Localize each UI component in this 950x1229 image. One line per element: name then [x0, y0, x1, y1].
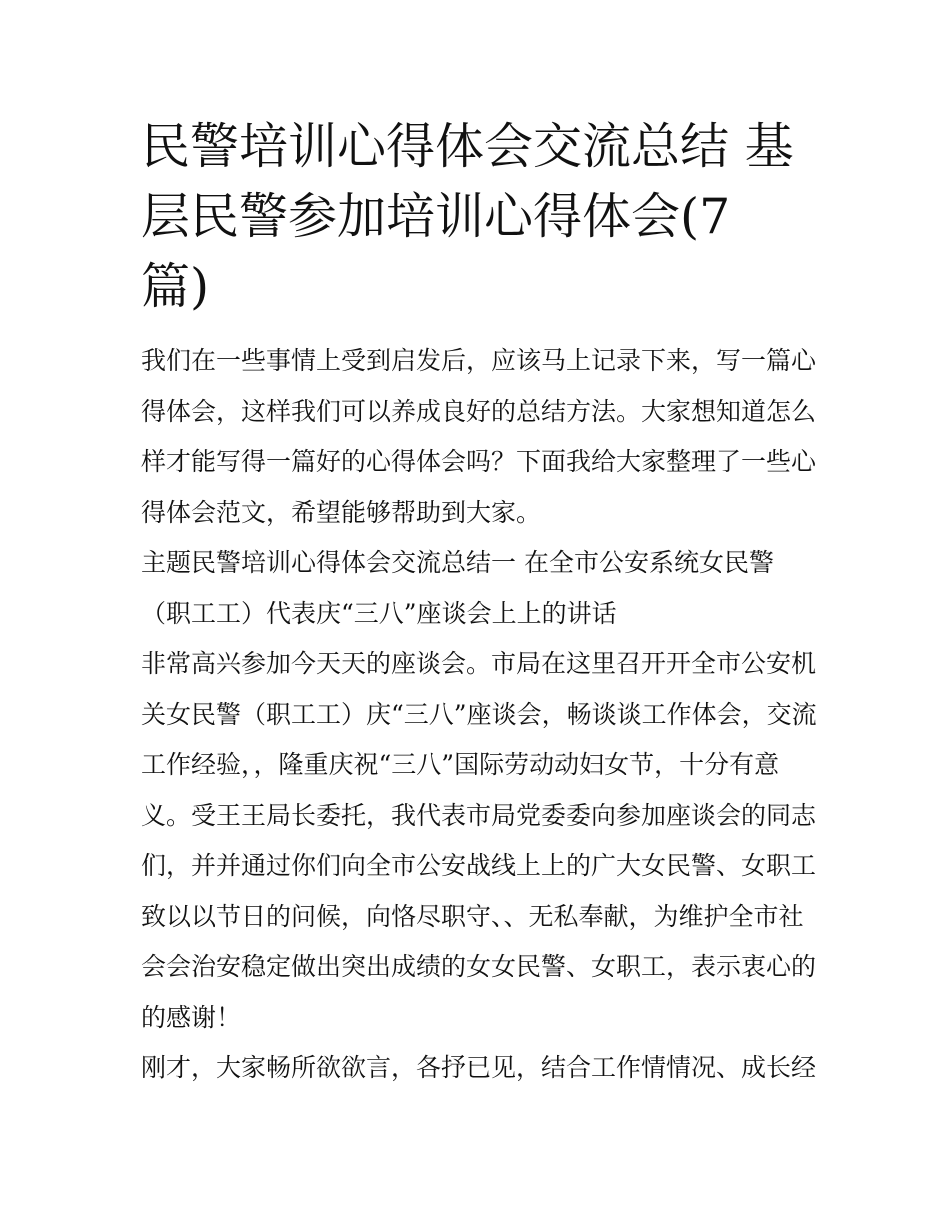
intro-paragraph-line: 得体会，这样我们可以养成良好的总结方法。大家想知道怎么 — [141, 396, 817, 426]
document-title — [141, 112, 813, 322]
intro-paragraph-line: 得体会范文，希望能够帮助到大家。 — [141, 497, 542, 527]
speech-paragraph-line: 们，并并通过你们向全市公安战线上上的广大女民警、女职工 — [141, 851, 817, 880]
intro-paragraph-line: 样才能写得一篇好的心得体会吗？下面我给大家整理了一些心 — [141, 447, 817, 476]
speech-paragraph-line: 的感谢！ — [141, 1002, 242, 1032]
section-heading-line: 主题民警培训心得体会交流总结一 在全市公安系统女民警 — [141, 548, 774, 577]
title-line: 层民警参加培训心得体会(7 — [141, 188, 731, 245]
speech-paragraph-line: 工作经验，，隆重庆祝“三八”国际劳动动妇女节，十分有意 — [141, 750, 780, 779]
intro-paragraph-line: 我们在一些事情上受到启发后，应该马上记录下来，写一篇心 — [141, 346, 817, 375]
speech-paragraph-line: 义。受王王局长委托，我代表市局党委委向参加座谈会的同志 — [141, 800, 817, 830]
section-heading-line: （职工工）代表庆“三八”座谈会上上的讲话 — [141, 598, 617, 628]
title-line: 民警培训心得体会交流总结 基 — [141, 118, 794, 175]
document-body — [141, 336, 817, 1094]
document-page — [141, 112, 817, 1094]
speech-paragraph-line: 刚才，大家畅所欲欲言，各抒已见，结合工作情情况、成长经 — [141, 1053, 817, 1082]
speech-paragraph-line: 会会治安稳定做出突出成绩的女女民警、女职工，表示衷心的 — [141, 952, 817, 981]
speech-paragraph-line: 关女民警（职工工）庆“三八”座谈会，畅谈谈工作体会，交流 — [141, 699, 817, 729]
speech-paragraph-line: 致以以节日的问候，向恪尽职守、、无私奉献，为维护全市社 — [141, 901, 804, 931]
title-line: 篇) — [141, 258, 210, 315]
speech-paragraph-line: 非常高兴参加今天天的座谈会。市局在这里召开开全市公安机 — [141, 649, 817, 678]
